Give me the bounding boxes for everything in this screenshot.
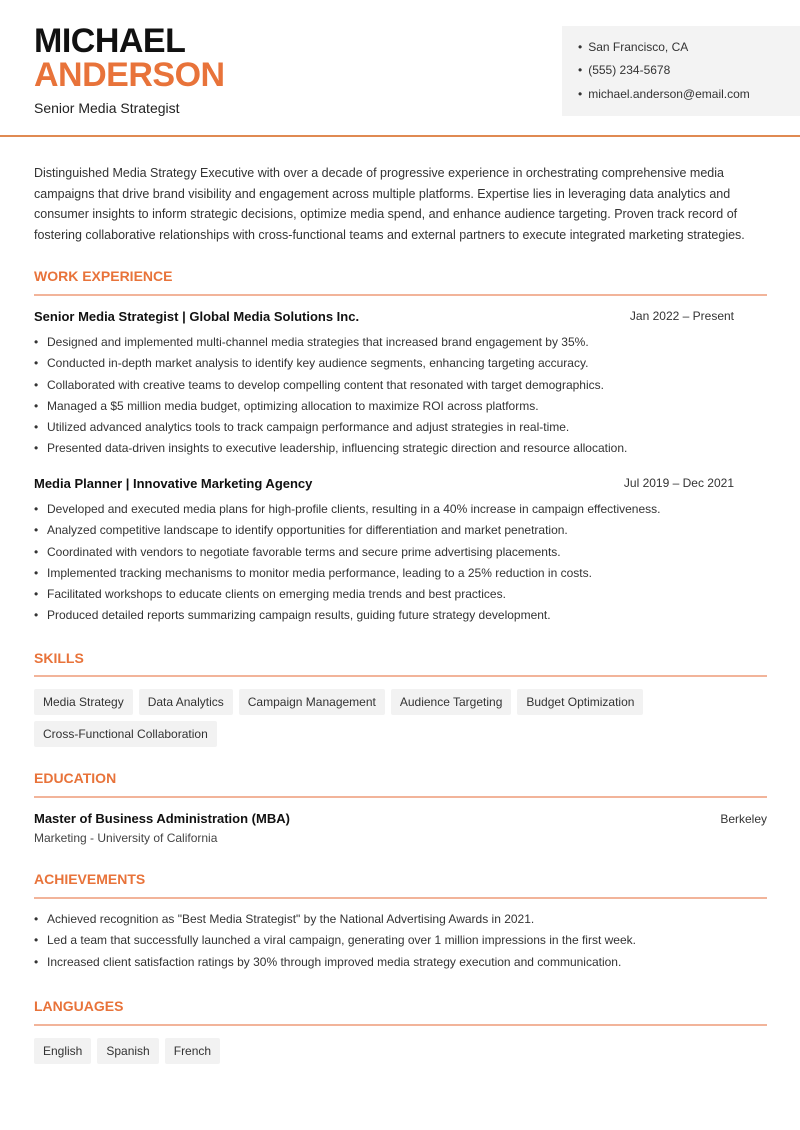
section-divider [34, 897, 767, 899]
list-item: • Collaborated with creative teams to develop compelling content that resonated with target demographics. [34, 375, 767, 396]
skill-tag: Data Analytics [139, 689, 233, 715]
job-dates: Jan 2022 – Present [629, 309, 734, 323]
section-title-achievements: ACHIEVEMENTS [34, 871, 146, 887]
list-item: • Designed and implemented multi-channel media strategies that increased brand engagement by 35%. [34, 332, 767, 353]
job-entry-2-heading [34, 476, 767, 491]
job-title-company: Media Planner | Innovative Marketing Agency [34, 476, 313, 491]
job-dates: Jul 2019 – Dec 2021 [623, 476, 734, 490]
list-item: • Increased client satisfaction ratings by 30% through improved media strategy execution and communication. [34, 952, 767, 973]
language-tag: French [165, 1038, 220, 1064]
contact-location: • San Francisco, CA [578, 40, 688, 54]
list-item: • Achieved recognition as "Best Media Strategist" by the National Advertising Awards in 2021. [34, 909, 767, 930]
summary-paragraph: Distinguished Media Strategy Executive with over a decade of progressive experience in orchestrating comprehensive media campaigns that drive brand visibility and engagement across multiple platforms. Expertise lies in leveraging data analytics and consumer insights to inform strategic decisions, optimize media spend, and enhance audience targeting. Proven track record of fostering collaborative relationships with cross-functional teams and external partners to execute integrated marketing strategies. [34, 166, 745, 242]
section-title-languages: LANGUAGES [34, 998, 124, 1014]
list-item: • Analyzed competitive landscape to identify opportunities for differentiation and market penetration. [34, 520, 767, 541]
job-title-company: Senior Media Strategist | Global Media Solutions Inc. [34, 309, 360, 324]
header-divider [0, 135, 800, 137]
skill-tag: Audience Targeting [391, 689, 512, 715]
section-title-work: WORK EXPERIENCE [34, 268, 173, 284]
list-item: • Managed a $5 million media budget, optimizing allocation to maximize ROI across platforms. [34, 396, 767, 417]
contact-box [562, 26, 800, 116]
list-item: • Produced detailed reports summarizing campaign results, guiding future strategy development. [34, 605, 767, 626]
skills-list [34, 689, 774, 747]
job-1-bullets [34, 332, 767, 460]
list-item: • Led a team that successfully launched a viral campaign, generating over 1 million impressions in the first week. [34, 930, 767, 951]
language-tag: English [34, 1038, 91, 1064]
education-degree: Master of Business Administration (MBA) [34, 811, 290, 826]
contact-email: • michael.anderson@email.com [578, 87, 750, 101]
list-item: • Facilitated workshops to educate clients on emerging media trends and best practices. [34, 584, 767, 605]
first-name: MICHAEL [34, 22, 186, 60]
list-item: • Conducted in-depth market analysis to identify key audience segments, enhancing targeting accuracy. [34, 353, 767, 374]
skill-tag: Media Strategy [34, 689, 133, 715]
skill-tag: Budget Optimization [517, 689, 643, 715]
list-item: • Implemented tracking mechanisms to monitor media performance, leading to a 25% reduction in costs. [34, 563, 767, 584]
languages-list [34, 1038, 774, 1064]
skill-tag: Campaign Management [239, 689, 385, 715]
job-entry-1-heading [34, 309, 767, 324]
resume-header [0, 0, 800, 136]
last-name: ANDERSON [34, 56, 225, 94]
section-title-skills: SKILLS [34, 650, 84, 666]
skill-tag: Cross-Functional Collaboration [34, 721, 217, 747]
list-item: • Coordinated with vendors to negotiate favorable terms and secure prime advertising placements. [34, 542, 767, 563]
job-title: Senior Media Strategist [34, 100, 180, 116]
education-location: Berkeley [720, 812, 767, 826]
list-item: • Developed and executed media plans for high-profile clients, resulting in a 40% increase in campaign effectiveness. [34, 499, 767, 520]
section-divider [34, 1024, 767, 1026]
language-tag: Spanish [97, 1038, 158, 1064]
education-school: Marketing - University of California [34, 831, 218, 845]
section-divider [34, 796, 767, 798]
section-title-education: EDUCATION [34, 770, 117, 786]
list-item: • Utilized advanced analytics tools to track campaign performance and adjust strategies in real-time. [34, 417, 767, 438]
job-2-bullets [34, 499, 767, 627]
section-divider [34, 294, 767, 296]
contact-phone: • (555) 234-5678 [578, 63, 670, 77]
list-item: • Presented data-driven insights to executive leadership, influencing strategic direction and resource allocation. [34, 438, 767, 459]
achievements-list [34, 909, 767, 973]
section-divider [34, 675, 767, 677]
